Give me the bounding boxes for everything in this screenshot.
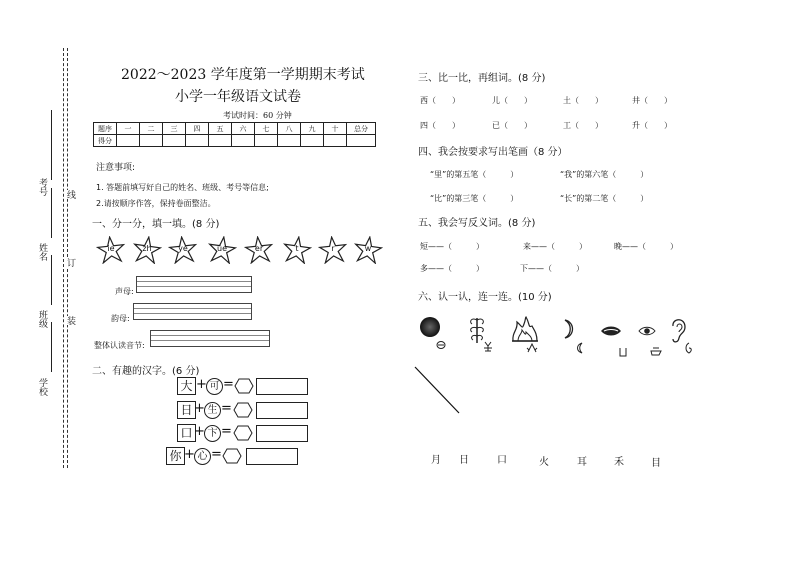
q5-item[interactable]: 晚——（ ） xyxy=(614,242,678,251)
score-input-cell[interactable] xyxy=(278,135,301,147)
q1-star-card[interactable] xyxy=(96,236,126,264)
q4-item[interactable]: “我”的第六笔（ ） xyxy=(560,170,649,179)
label-exam-no: 考号 xyxy=(37,178,47,196)
score-input-cell[interactable] xyxy=(255,135,278,147)
label-class: 班级 xyxy=(37,310,47,328)
score-table xyxy=(93,122,376,147)
q1-star-label: ye xyxy=(178,244,188,253)
mouth-glyph-icon xyxy=(618,347,628,357)
q3-item[interactable]: 四（ ） xyxy=(420,121,460,130)
q2-plus: + xyxy=(194,401,205,416)
q1-star-label: zh xyxy=(142,244,152,253)
score-cell: 总分 xyxy=(347,123,376,135)
score-cell: 题序 xyxy=(94,123,117,135)
q6-char[interactable]: 火 xyxy=(539,457,549,468)
score-input-cell[interactable] xyxy=(301,135,324,147)
seal-line-char: 线 xyxy=(65,190,75,199)
q2-eq: = xyxy=(223,377,234,392)
q2-plus: + xyxy=(184,447,195,462)
q2-answer-box[interactable] xyxy=(246,448,298,465)
q1-star-card[interactable] xyxy=(318,236,348,264)
q3-item[interactable]: 已（ ） xyxy=(492,121,532,130)
exam-subtitle: 小学一年级语文试卷 xyxy=(175,89,301,105)
q1-star-card[interactable] xyxy=(132,236,162,264)
moon-glyph-icon xyxy=(574,342,586,354)
margin-underline-3 xyxy=(51,255,52,305)
q1-star-card[interactable] xyxy=(244,236,274,264)
q3-item[interactable]: 西（ ） xyxy=(420,96,460,105)
q6-char[interactable]: 口 xyxy=(497,455,507,466)
q1-writing-lines-2[interactable] xyxy=(133,303,252,320)
q1-star-label: ie xyxy=(107,244,115,253)
margin-underline xyxy=(51,110,52,180)
q2-char-a: 你 xyxy=(166,447,185,465)
margin-underline-2 xyxy=(51,188,52,238)
q2-answer-box[interactable] xyxy=(256,378,308,395)
hexagon-blank[interactable] xyxy=(233,425,253,441)
q1-star-label: üe xyxy=(217,244,227,253)
hexagon-blank[interactable] xyxy=(233,402,253,418)
q5-item[interactable]: 短——（ ） xyxy=(420,242,484,251)
q5-item[interactable]: 下——（ ） xyxy=(520,264,584,273)
score-input-cell[interactable] xyxy=(163,135,186,147)
fire-glyph-icon xyxy=(526,343,538,353)
score-input-cell[interactable] xyxy=(347,135,376,147)
fire-picture[interactable] xyxy=(510,316,540,342)
q5-item[interactable]: 多——（ ） xyxy=(420,264,484,273)
example-connect-line xyxy=(412,364,462,416)
q5-heading: 五、我会写反义词。(8 分) xyxy=(418,218,536,229)
q1-label-initials: 声母: xyxy=(115,287,134,296)
score-cell: 三 xyxy=(163,123,186,135)
q3-item[interactable]: 儿（ ） xyxy=(492,96,532,105)
label-school: 学校 xyxy=(37,378,47,396)
q5-item[interactable]: 来——（ ） xyxy=(523,242,587,251)
q1-heading: 一、分一分，填一填。(8 分) xyxy=(92,219,220,230)
q2-char-a: 日 xyxy=(177,401,196,419)
q3-item[interactable]: 升（ ） xyxy=(632,121,672,130)
score-cell: 七 xyxy=(255,123,278,135)
q6-char[interactable]: 禾 xyxy=(614,457,624,468)
score-cell: 十 xyxy=(324,123,347,135)
q1-star-label: er xyxy=(254,244,264,253)
q1-label-whole: 整体认读音节: xyxy=(94,341,145,350)
q3-heading: 三、比一比，再组词。(8 分) xyxy=(418,73,546,84)
q1-star-label: t xyxy=(295,244,299,253)
mouth-picture[interactable] xyxy=(600,324,622,338)
q6-heading: 六、认一认，连一连。(10 分) xyxy=(418,292,552,303)
q3-item[interactable]: 土（ ） xyxy=(563,96,603,105)
notes-item-2: 2.请按顺序作答，保持卷面整洁。 xyxy=(96,199,216,208)
q1-star-card[interactable] xyxy=(207,236,237,264)
q4-item[interactable]: “长”的第二笔（ ） xyxy=(560,194,649,203)
q2-char-a: 口 xyxy=(177,424,196,442)
score-input-cell[interactable] xyxy=(117,135,140,147)
q2-char-b: 心 xyxy=(194,448,211,465)
notes-heading: 注意事项: xyxy=(96,163,136,173)
q1-star-card[interactable] xyxy=(168,236,198,264)
q4-item[interactable]: “里”的第五笔（ ） xyxy=(430,170,519,179)
q4-item[interactable]: “比”的第三笔（ ） xyxy=(430,194,519,203)
score-cell: 四 xyxy=(186,123,209,135)
q2-eq: = xyxy=(221,401,232,416)
score-cell: 五 xyxy=(209,123,232,135)
score-input-cell[interactable] xyxy=(232,135,255,147)
score-input-cell[interactable] xyxy=(209,135,232,147)
q6-char[interactable]: 月 xyxy=(431,455,441,466)
hexagon-blank[interactable] xyxy=(234,378,254,394)
seal-bind-char: 订 xyxy=(65,258,75,267)
q1-star-card[interactable] xyxy=(353,236,383,264)
score-cell: 六 xyxy=(232,123,255,135)
score-cell: 九 xyxy=(301,123,324,135)
ear-glyph-icon xyxy=(684,342,694,354)
score-cell: 一 xyxy=(117,123,140,135)
q2-answer-box[interactable] xyxy=(256,402,308,419)
score-input-cell[interactable] xyxy=(186,135,209,147)
ear-picture[interactable] xyxy=(668,316,688,344)
hexagon-blank[interactable] xyxy=(222,448,242,464)
notes-item-1: 1. 答题前填写好自己的姓名、班级、考号等信息; xyxy=(96,183,269,192)
q1-star-label: r xyxy=(331,244,335,253)
score-row-label: 得分 xyxy=(94,135,117,147)
q2-eq: = xyxy=(211,447,222,462)
q2-char-b: 卞 xyxy=(204,425,221,442)
score-cell: 八 xyxy=(278,123,301,135)
sun-glyph-icon xyxy=(436,340,446,350)
q6-char[interactable]: 日 xyxy=(459,455,469,466)
score-cell: 二 xyxy=(140,123,163,135)
sun-picture[interactable] xyxy=(418,316,442,338)
q4-heading: 四、我会按要求写出笔画（8 分） xyxy=(418,147,568,158)
eye-picture[interactable] xyxy=(638,325,656,337)
q2-char-b: 可 xyxy=(206,378,223,395)
q1-star-label: w xyxy=(364,244,372,253)
exam-time: 考试时间：60 分钟 xyxy=(223,111,292,120)
q2-eq: = xyxy=(221,424,232,439)
q1-star-card[interactable] xyxy=(282,236,312,264)
q3-item[interactable]: 工（ ） xyxy=(563,121,603,130)
eye-glyph-icon xyxy=(650,346,662,356)
q2-char-b: 生 xyxy=(204,402,221,419)
grain-glyph-icon xyxy=(482,340,494,352)
q6-char[interactable]: 耳 xyxy=(577,457,587,468)
q2-answer-box[interactable] xyxy=(256,425,308,442)
moon-picture[interactable] xyxy=(559,318,577,340)
q2-char-a: 大 xyxy=(177,377,196,395)
q2-plus: + xyxy=(196,377,207,392)
seal-pack-char: 装 xyxy=(65,316,75,325)
q3-item[interactable]: 井（ ） xyxy=(632,96,672,105)
score-value-row xyxy=(94,135,376,147)
label-name: 姓名 xyxy=(37,243,47,261)
q2-plus: + xyxy=(194,424,205,439)
score-header-row xyxy=(94,123,376,135)
exam-title: 2022～2023 学年度第一学期期末考试 xyxy=(121,67,365,83)
q6-char[interactable]: 目 xyxy=(651,458,661,469)
q2-heading: 二、有趣的汉字。(6 分) xyxy=(92,366,200,377)
q1-label-finals: 韵母: xyxy=(111,314,130,323)
q1-writing-lines-1[interactable] xyxy=(136,276,252,293)
margin-underline-4 xyxy=(51,322,52,372)
score-input-cell[interactable] xyxy=(140,135,163,147)
q1-writing-lines-3[interactable] xyxy=(150,330,270,347)
score-input-cell[interactable] xyxy=(324,135,347,147)
